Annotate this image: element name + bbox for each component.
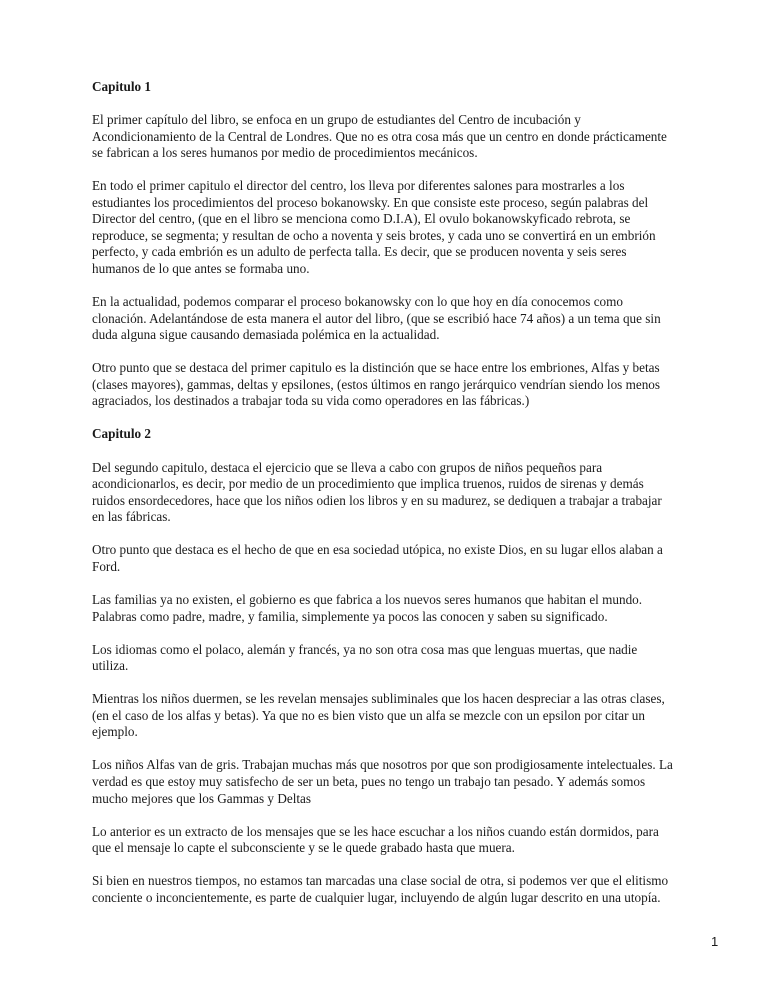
text-line: El primer capítulo del libro, se enfoca en un grupo de estudiantes del Centro de incubación y	[92, 112, 581, 128]
page-number: 1	[711, 934, 719, 949]
text-line: estudiantes los procedimientos del proceso bokanowsky. En que consiste este proceso, según palabras del	[92, 194, 649, 210]
text-line: duda alguna sigue causando demasiada polémica en la actualidad.	[92, 327, 440, 343]
text-line: se fabrican a los seres humanos por medio de procedimientos mecánicos.	[92, 145, 478, 161]
text-line: Capitulo 1	[92, 79, 151, 94]
text-line: utiliza.	[92, 658, 129, 674]
section-heading	[92, 79, 732, 96]
text-line: que el mensaje lo capte el subconsciente y se le quede grabado hasta que muera.	[92, 840, 515, 856]
text-line: Palabras como padre, madre, y familia, simplemente ya pocos las conocen y saben su significado.	[92, 608, 608, 624]
paragraph	[92, 642, 732, 675]
paragraph	[92, 294, 732, 344]
text-line: verdad es que estoy muy satisfecho de ser un beta, pues no tengo un trabajo tan pesado. Y además somos	[92, 773, 646, 789]
text-line: acondicionarlos, es decir, por medio de un procedimiento que implica truenos, ruidos de sirenas y demás	[92, 476, 644, 492]
text-line: Otro punto que destaca es el hecho de que en esa sociedad utópica, no existe Dios, en su lugar ellos alaban a	[92, 542, 663, 558]
text-line: ejemplo.	[92, 724, 138, 740]
text-line: Lo anterior es un extracto de los mensajes que se les hace escuchar a los niños cuando están dormidos, para	[92, 823, 659, 839]
section-heading	[92, 426, 732, 443]
text-line: Acondicionamiento de la Central de Londres. Que no es otra cosa más que un centro en donde prácticamente	[92, 128, 667, 144]
document-body	[92, 79, 732, 923]
text-line: conciente o inconcientemente, es parte de cualquier lugar, incluyendo de algún lugar descrito en una utopía.	[92, 889, 661, 905]
text-line: Ford.	[92, 558, 121, 574]
text-line: Las familias ya no existen, el gobierno es que fabrica a los nuevos seres humanos que habitan el mundo.	[92, 591, 643, 607]
paragraph	[92, 112, 732, 162]
text-line: Los idiomas como el polaco, alemán y francés, ya no son otra cosa mas que lenguas muertas, que nadie	[92, 641, 638, 657]
paragraph	[92, 460, 732, 526]
text-line: en las fábricas.	[92, 509, 171, 525]
text-line: mucho mejores que los Gammas y Deltas	[92, 790, 312, 806]
text-line: reproduce, se segmenta; y resultan de ocho a noventa y seis brotes, y cada uno se convertirá en un embrión	[92, 227, 656, 243]
paragraph	[92, 824, 732, 857]
text-line: (en el caso de los alfas y betas). Ya que no es bien visto que un alfa se mezcle con un epsilon por citar un	[92, 707, 645, 723]
text-line: perfecto, y cada embrión es un adulto de perfecta talla. Es decir, que se producen noventa y seis seres	[92, 244, 627, 260]
text-line: humanos de lo que antes se formaba uno.	[92, 261, 310, 277]
text-line: ruidos ensordecedores, hace que los niños odien los libros y en su madurez, se dediquen a trabajar a trabajar	[92, 492, 662, 508]
text-line: Otro punto que se destaca del primer capitulo es la distinción que se hace entre los embriones, Alfas y betas	[92, 360, 660, 376]
paragraph	[92, 691, 732, 741]
text-line: Si bien en nuestros tiempos, no estamos tan marcadas una clase social de otra, si podemos ver que el elitismo	[92, 873, 669, 889]
text-line: Director del centro, (que en el libro se menciona como D.I.A), El ovulo bokanowskyficado rebrota, se	[92, 211, 631, 227]
text-line: Los niños Alfas van de gris. Trabajan muchas más que nosotros por que son prodigiosamente intelectuales. La	[92, 757, 673, 773]
paragraph	[92, 757, 732, 807]
text-line: En todo el primer capitulo el director del centro, los lleva por diferentes salones para mostrarles a los	[92, 178, 625, 194]
text-line: (clases mayores), gammas, deltas y epsilones, (estos últimos en rango jerárquico vendrían siendo los menos	[92, 376, 661, 392]
text-line: Mientras los niños duermen, se les revelan mensajes subliminales que los hacen despreciar a las otras clases,	[92, 691, 665, 707]
text-line: Capitulo 2	[92, 426, 151, 442]
text-line: agraciados, los destinados a trabajar toda su vida como operadores en las fábricas.)	[92, 393, 530, 409]
text-line: Del segundo capitulo, destaca el ejercicio que se lleva a cabo con grupos de niños pequeños para	[92, 459, 603, 475]
paragraph	[92, 592, 732, 625]
paragraph	[92, 542, 732, 575]
text-line: clonación. Adelantándose de esta manera el autor del libro, (que se escribió hace 74 años) a un tema que sin	[92, 310, 661, 326]
paragraph	[92, 178, 732, 277]
text-line: En la actualidad, podemos comparar el proceso bokanowsky con lo que hoy en día conocemos como	[92, 294, 624, 310]
paragraph	[92, 873, 732, 906]
paragraph	[92, 360, 732, 410]
